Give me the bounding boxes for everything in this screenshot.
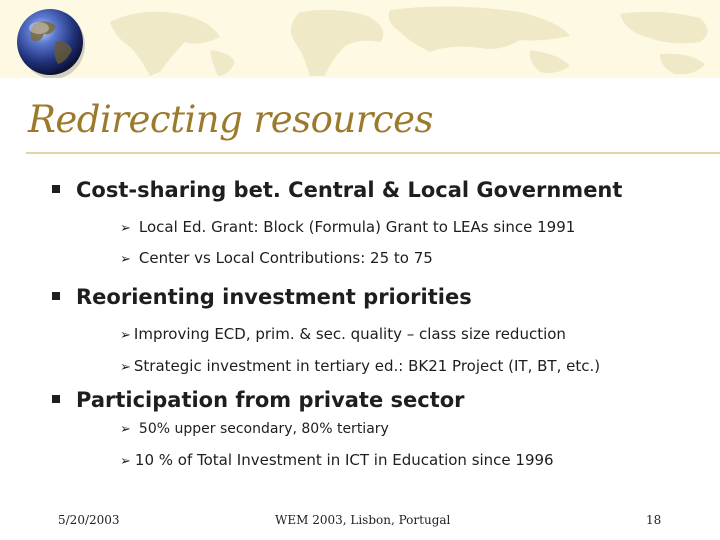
square-bullet-icon — [52, 185, 60, 193]
header-banner — [0, 0, 720, 78]
sub-bullet — [120, 451, 554, 469]
footer-date: 5/20/2003 — [58, 513, 120, 527]
arrow-bullet-icon: ➢ — [120, 454, 131, 469]
square-bullet-icon — [52, 395, 60, 403]
bullet-heading: Reorienting investment priorities — [76, 285, 472, 309]
sub-bullet-text: Improving ECD, prim. & sec. quality – class size reduction — [133, 325, 566, 343]
sub-bullet — [120, 421, 389, 437]
sub-bullet-text: Strategic investment in tertiary ed.: BK21 Project (IT, BT, etc.) — [133, 357, 601, 375]
arrow-bullet-icon: ➢ — [120, 221, 131, 236]
sub-bullet — [120, 249, 433, 267]
square-bullet-icon — [52, 292, 60, 300]
sub-bullet-text: 10 % of Total Investment in ICT in Education since 1996 — [134, 451, 554, 469]
bullet-reorienting — [52, 285, 472, 309]
sub-bullet — [120, 357, 600, 375]
bullet-participation — [52, 388, 465, 412]
arrow-bullet-icon: ➢ — [120, 360, 131, 375]
globe-icon — [6, 4, 96, 78]
bullet-heading: Cost-sharing bet. Central & Local Government — [76, 178, 623, 202]
bullet-heading: Participation from private sector — [76, 388, 465, 412]
sub-bullet-text: 50% upper secondary, 80% tertiary — [138, 421, 389, 437]
arrow-bullet-icon: ➢ — [120, 252, 131, 267]
arrow-bullet-icon: ➢ — [120, 328, 131, 343]
sub-bullet — [120, 325, 566, 343]
slide-title: Redirecting resources — [28, 98, 434, 141]
sub-bullet-text: Center vs Local Contributions: 25 to 75 — [138, 249, 433, 267]
footer-title: WEM 2003, Lisbon, Portugal — [275, 513, 451, 527]
sub-bullet — [120, 218, 575, 236]
arrow-bullet-icon: ➢ — [120, 422, 131, 437]
sub-bullet-text: Local Ed. Grant: Block (Formula) Grant to LEAs since 1991 — [138, 218, 576, 236]
bullet-cost-sharing — [52, 178, 622, 202]
page-number: 18 — [646, 513, 662, 527]
title-divider — [26, 152, 720, 154]
world-map-watermark — [100, 2, 720, 76]
